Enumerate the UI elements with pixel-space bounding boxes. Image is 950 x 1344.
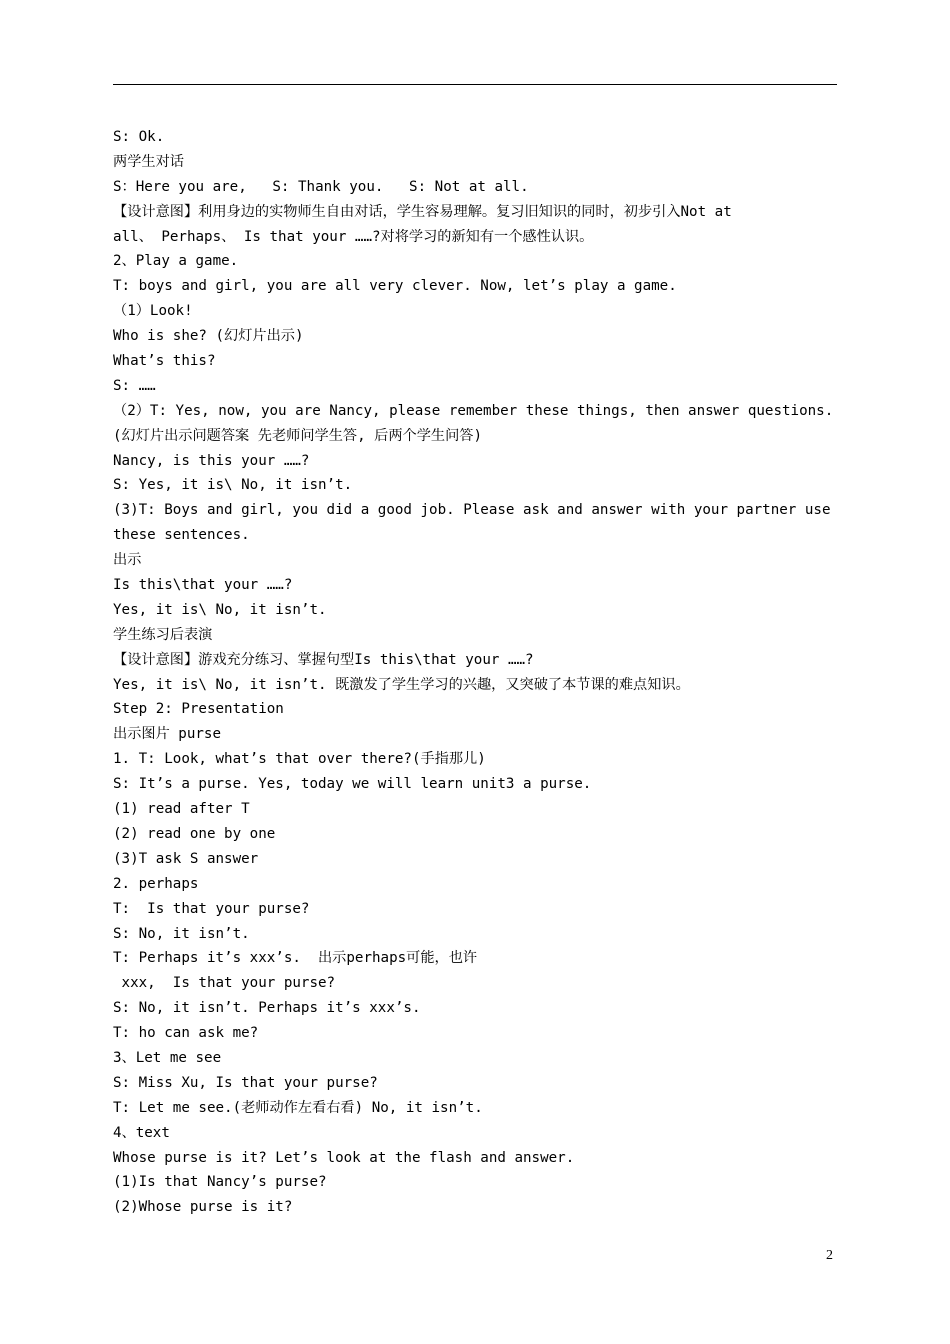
text-line: (1) read after T	[113, 801, 250, 818]
text-line: (3)T: Boys and girl, you did a good job. Please ask and answer with your partner use	[113, 502, 831, 519]
text-line: Whose purse is it? Let’s look at the flash and answer.	[113, 1149, 575, 1166]
text-line: (2) read one by one	[113, 825, 276, 842]
text-line: (幻灯片出示问题答案 先老师问学生答, 后两个学生问答)	[113, 427, 483, 444]
text-line: 【设计意图】游戏充分练习、掌握句型Is this\that your ……?	[113, 651, 534, 668]
text-line: T: Let me see.(老师动作左看右看) No, it isn’t.	[113, 1099, 483, 1116]
text-line: Is this\that your ……?	[113, 577, 293, 594]
text-line: Who is she? (幻灯片出示)	[113, 328, 304, 345]
text-line: T: Is that your purse?	[113, 900, 310, 917]
text-line: 2、Play a game.	[113, 253, 239, 270]
text-line: T: Perhaps it’s xxx’s. 出示perhaps可能，也许	[113, 950, 478, 967]
text-line: (1)Is that Nancy’s purse?	[113, 1174, 327, 1191]
text-line: T: boys and girl, you are all very clever. Now, let’s play a game.	[113, 278, 677, 295]
text-line: S：Here you are, S: Thank you. S: Not at all.	[113, 178, 529, 195]
text-line: 3、Let me see	[113, 1049, 222, 1066]
text-line: What’s this?	[113, 353, 216, 370]
text-line: 4、text	[113, 1124, 170, 1141]
text-line: S: Ok.	[113, 129, 165, 145]
text-line: 出示	[113, 552, 142, 569]
header-rule	[113, 84, 837, 85]
text-line: xxx, Is that your purse?	[113, 975, 336, 992]
text-line: （1）Look!	[113, 303, 193, 320]
document-body	[113, 125, 841, 1220]
text-line: 【设计意图】利用身边的实物师生自由对话，学生容易理解。复习旧知识的同时，初步引入Not at	[113, 203, 732, 220]
text-line: 出示图片 purse	[113, 726, 221, 743]
text-line: Step 2: Presentation	[113, 701, 284, 718]
text-line: S: Miss Xu, Is that your purse?	[113, 1074, 378, 1091]
text-line: (3)T ask S answer	[113, 850, 259, 867]
text-line: 2. perhaps	[113, 875, 199, 892]
text-line: all、 Perhaps、 Is that your ……?对将学习的新知有一个感性认识。	[113, 228, 594, 245]
text-line: T: ho can ask me?	[113, 1025, 259, 1042]
page-number: 2	[826, 1248, 833, 1263]
text-line: 两学生对话	[113, 153, 184, 170]
text-line: S: It’s a purse. Yes, today we will learn unit3 a purse.	[113, 776, 592, 793]
text-line: S: No, it isn’t.	[113, 925, 250, 942]
text-line: （2）T: Yes, now, you are Nancy, please remember these things, then answer questions.	[113, 402, 834, 419]
text-line: Nancy, is this your ……?	[113, 452, 310, 469]
text-line: Yes, it is\ No, it isn’t. 既激发了学生学习的兴趣，又突破了本节课的难点知识。	[113, 676, 690, 693]
text-line: (2)Whose purse is it?	[113, 1199, 293, 1216]
text-line: S: Yes, it is\ No, it isn’t.	[113, 477, 353, 494]
text-line: 学生练习后表演	[113, 626, 213, 643]
text-line: S: ……	[113, 377, 156, 394]
text-line: these sentences.	[113, 527, 250, 544]
text-line: S: No, it isn’t. Perhaps it’s xxx’s.	[113, 1000, 421, 1017]
text-line: 1. T: Look, what’s that over there?(手指那儿)	[113, 751, 486, 768]
text-line: Yes, it is\ No, it isn’t.	[113, 601, 327, 618]
